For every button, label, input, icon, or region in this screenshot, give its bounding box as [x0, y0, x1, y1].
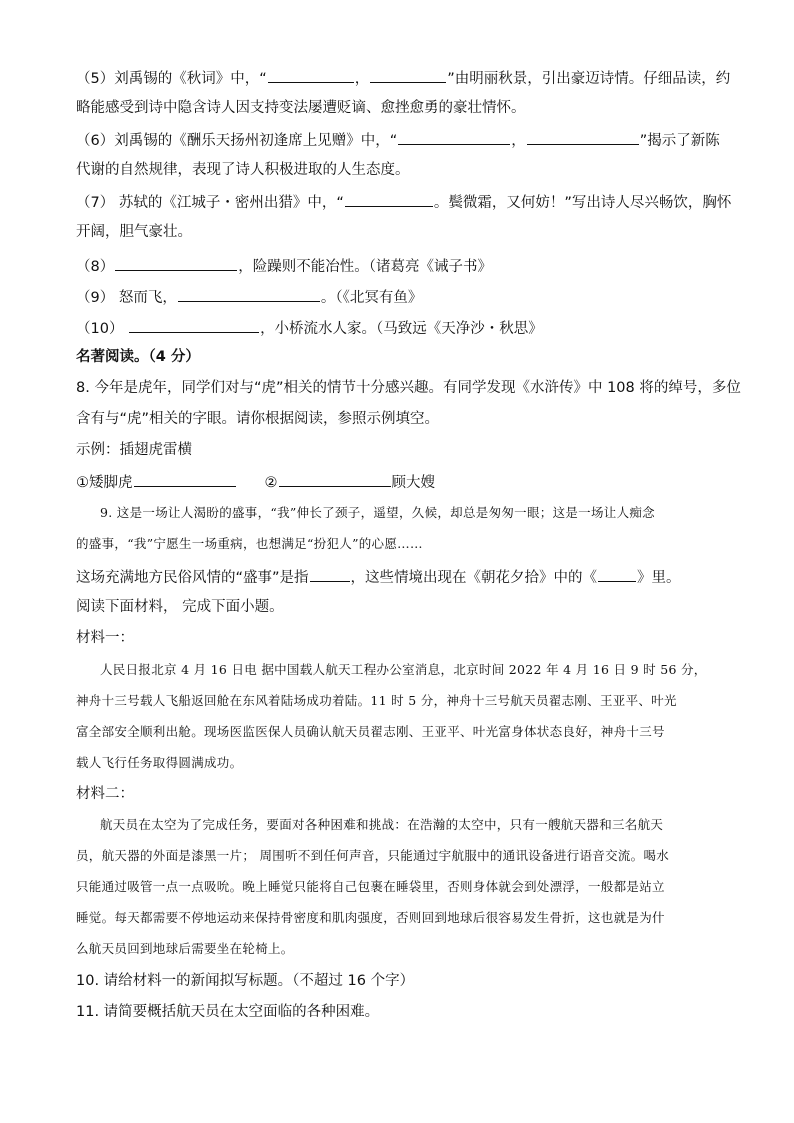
material-2-line: 航天员在太空为了完成任务，要面对各种困难和挑战：在浩瀚的太空中，只有一艘航天器和三名航天	[100, 817, 664, 832]
material-2-line: 只能通过吸管一点一点吸吮。晚上睡觉只能将自己包裹在睡袋里，否则身体就会到处漂浮，一般都是站立	[76, 879, 665, 894]
answer-blank[interactable]	[178, 286, 320, 302]
answer-blank[interactable]	[115, 255, 237, 271]
material-1-label: 材料一：	[76, 630, 134, 646]
answer-blank[interactable]	[527, 129, 639, 145]
material-2-line: 么航天员回到地球后需要坐在轮椅上。	[76, 941, 294, 956]
material-2-label: 材料二：	[76, 786, 134, 802]
material-1-line: 富全部安全顺利出舱。现场医监医保人员确认航天员翟志刚、王亚平、叶光富身体状态良好，神舟十三号	[76, 724, 665, 739]
question-7-5-continuation: 略能感受到诗中隐含诗人因支持变法屡遭贬谪、愈挫愈勇的豪壮情怀。	[76, 100, 526, 116]
reading-intro: 阅读下面材料， 完成下面小题。	[76, 599, 284, 615]
answer-blank[interactable]	[129, 317, 259, 333]
material-2-line: 员，航天器的外面是漆黑一片； 周围听不到任何声音，只能通过宇航服中的通讯设备进行语音交流。喝水	[76, 848, 670, 863]
question-9-line-1: 9. 这是一场让人渴盼的盛事，“我”伸长了颈子，遥望，久候，却总是匆匆一眼；这是一场让人痴念	[100, 505, 655, 520]
material-1-line: 神舟十三号载人飞船返回舱在东风着陆场成功着陆。11 时 5 分，神舟十三号航天员翟志刚、王亚平、叶光	[76, 693, 677, 708]
answer-blank[interactable]	[134, 471, 236, 487]
answer-blank[interactable]	[345, 191, 433, 207]
question-7-7: （7） 苏轼的《江城子・密州出猎》中，“ 。鬓微霜，又何妨！”写出诗人尽兴畅饮，胸怀	[76, 191, 724, 213]
answer-blank[interactable]	[268, 67, 354, 83]
material-1-line: 人民日报北京 4 月 16 日电 据中国载人航天工程办公室消息，北京时间 2022 年 4 月 16 日 9 时 56 分，	[100, 662, 707, 677]
question-8-line-1: 8. 今年是虎年，同学们对与“虎”相关的情节十分感兴趣。有同学发现《水浒传》中 108 将的绰号，多位	[76, 380, 741, 396]
question-7-10: （10） ，小桥流水人家。（马致远《天净沙・秋思》	[76, 317, 724, 339]
question-7-6: （6）刘禹锡的《酬乐天扬州初逢席上见赠》中，“ ， ”揭示了新陈	[76, 129, 724, 151]
question-8-example: 示例：插翅虎雷横	[76, 442, 192, 458]
answer-blank[interactable]	[370, 67, 446, 83]
question-7-8: （8） ，险躁则不能冶性。（诸葛亮《诫子书》	[76, 255, 724, 277]
section-heading: 名著阅读。（4 分）	[76, 349, 200, 365]
material-1-line: 载人飞行任务取得圆满成功。	[76, 755, 243, 770]
answer-blank[interactable]	[398, 129, 510, 145]
question-7-6-continuation: 代谢的自然规律，表现了诗人积极进取的人生态度。	[76, 162, 410, 178]
question-7-9: （9） 怒而飞， 。（《北冥有鱼》	[76, 286, 724, 308]
question-7-7-continuation: 开阔，胆气豪壮。	[76, 224, 192, 240]
question-9-line-2: 的盛事，“我”宁愿生一场重病，也想满足“扮犯人”的心愿……	[76, 536, 423, 551]
answer-blank[interactable]	[279, 471, 391, 487]
answer-blank[interactable]	[310, 566, 350, 582]
question-7-5: （5）刘禹锡的《秋词》中，“ ， ”由明丽秋景，引出豪迈诗情。仔细品读，约	[76, 67, 724, 89]
question-10: 10. 请给材料一的新闻拟写标题。（不超过 16 个字）	[76, 973, 415, 989]
material-2-line: 睡觉。每天都需要不停地运动来保持骨密度和肌肉强度，否则回到地球后很容易发生骨折，这也就是为什	[76, 910, 665, 925]
question-11: 11. 请简要概括航天员在太空面临的各种困难。	[76, 1004, 380, 1020]
question-9-prompt: 这场充满地方民俗风情的“盛事”是指 ，这些情境出现在《朝花夕拾》中的《 》里。	[76, 566, 724, 588]
question-8-line-2: 含有与“虎”相关的字眼。请你根据阅读，参照示例填空。	[76, 411, 440, 427]
answer-blank[interactable]	[598, 566, 636, 582]
question-8-blanks: ①矮脚虎 ② 顾大嫂	[76, 471, 724, 493]
